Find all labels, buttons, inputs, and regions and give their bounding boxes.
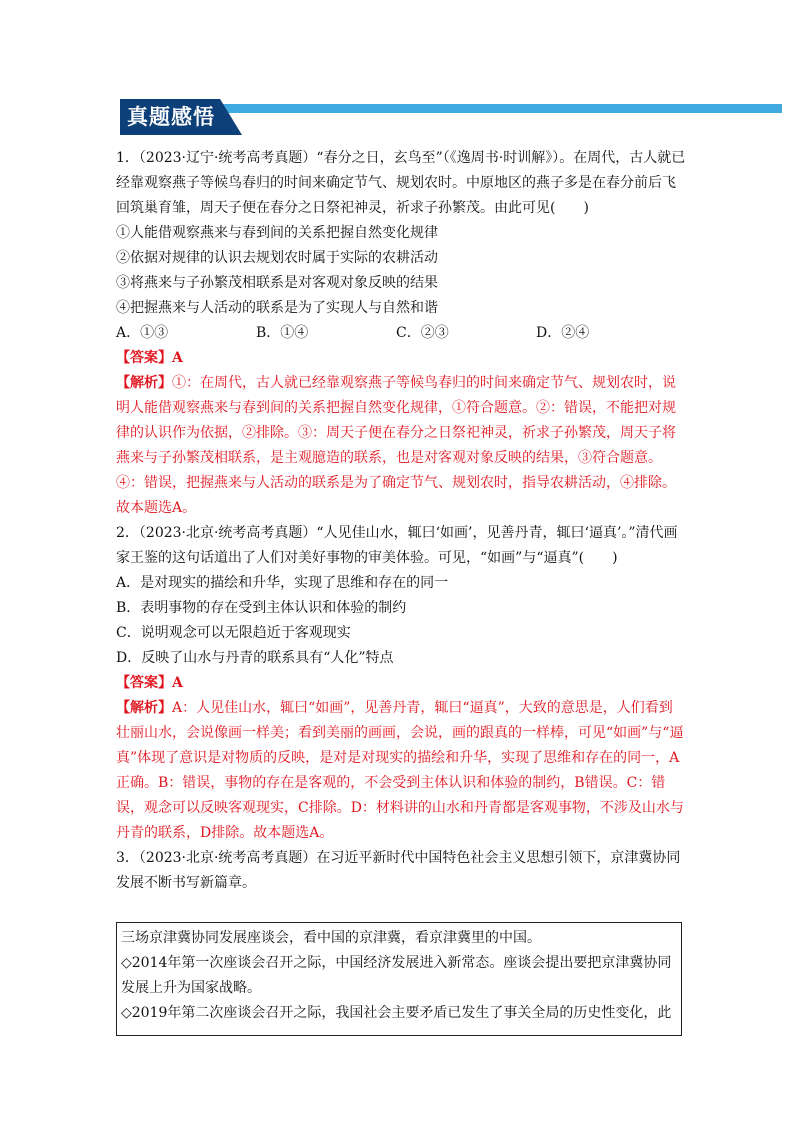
q1-statement-1: ①人能借观察燕来与春到间的关系把握自然变化规律 <box>116 225 438 241</box>
q2-option-c: C．说明观念可以无限趋近于客观现实 <box>116 625 351 641</box>
q2-analysis <box>116 696 686 846</box>
q2-option-a: A．是对现实的描绘和升华，实现了思维和存在的同一 <box>116 575 449 591</box>
q2-option-d: D．反映了山水与丹青的联系具有“人化”特点 <box>116 650 394 666</box>
question-content <box>116 146 686 896</box>
q1-analysis <box>116 371 686 521</box>
q2-answer-label: 【答案】 <box>116 675 172 691</box>
q3-material-line-1: 三场京津冀协同发展座谈会，看中国的京津冀，看京津冀里的中国。 <box>121 930 541 946</box>
question-1-stem: 1．（2023·辽宁·统考高考真题）“春分之日，玄鸟至”（《逸周书·时训解》）。在周代，古人就已经靠观察燕子等候鸟春归的时间来确定节气、规划农时。中原地区的燕子多是在春分前后飞回筑巢育雏，周天子便在春分之日祭祀神灵，祈求子孙繁茂。由此可见( ) <box>116 150 686 216</box>
q2-option-b: B．表明事物的存在受到主体认识和体验的制约 <box>116 600 407 616</box>
q1-choice-c: C．②③ <box>396 325 449 341</box>
q1-choice-a: A．①③ <box>116 325 169 341</box>
q1-answer-label: 【答案】 <box>116 350 172 366</box>
q2-answer <box>116 671 686 696</box>
q2-answer-value: A <box>172 675 183 691</box>
q1-statement-2: ②依据对规律的认识去规划农时属于实际的农耕活动 <box>116 250 438 266</box>
q1-choices <box>116 321 686 346</box>
q1-statement-3: ③将燕来与子孙繁茂相联系是对客观对象反映的结果 <box>116 275 438 291</box>
section-title: 真题感悟 <box>127 105 215 129</box>
q1-statement-4: ④把握燕来与人活动的联系是为了实现人与自然和谐 <box>116 300 438 316</box>
q1-choice-d: D．②④ <box>536 325 590 341</box>
question-2-stem: 2．（2023·北京·统考高考真题）“人见佳山水，辄曰‘如画’，见善丹青，辄曰‘逼真’。”清代画家王鉴的这句话道出了人们对美好事物的审美体验。可见，“如画”与“逼真”( ) <box>116 525 678 566</box>
q3-material-line-2: ◇2014年第一次座谈会召开之际，中国经济发展进入新常态。座谈会提出要把京津冀协同发展上升为国家战略。 <box>121 955 672 996</box>
q1-choice-b: B．①④ <box>256 325 309 341</box>
q1-analysis-text: ①：在周代，古人就已经靠观察燕子等候鸟春归的时间来确定节气、规划农时，说明人能借观察燕来与春到间的关系把握自然变化规律，①符合题意。②：错误，不能把对规律的认识作为依据，②排除。③：周天子便在春分之日祭祀神灵，祈求子孙繁茂，周天子将燕来与子孙繁茂相联系，是主观臆造的联系，也是对客观对象反映的结果，③符合题意。④：错误，把握燕来与人活动的联系是为了确定节气、规划农时，指导农耕活动，④排除。故本题选A。 <box>116 375 676 516</box>
q2-analysis-label: 【解析】 <box>116 700 172 716</box>
q1-answer-value: A <box>172 350 183 366</box>
q3-material-box <box>116 922 682 1036</box>
q1-analysis-label: 【解析】 <box>116 375 172 391</box>
q3-material-line-3: ◇2019年第二次座谈会召开之际，我国社会主要矛盾已发生了事关全局的历史性变化，此 <box>121 1005 672 1021</box>
question-3-stem: 3．（2023·北京·统考高考真题）在习近平新时代中国特色社会主义思想引领下，京津冀协同发展不断书写新篇章。 <box>116 850 681 891</box>
q1-answer <box>116 346 686 371</box>
q2-analysis-text: A：人见佳山水，辄曰“如画”，见善丹青，辄曰“逼真”，大致的意思是，人们看到壮丽山水，会说像画一样美；看到美丽的画画，会说，画的跟真的一样棒，可见“如画”与“逼真”体现了意识是对物质的反映，是对是对现实的描绘和升华，实现了思维和存在的同一，A正确。B：错误，事物的存在是客观的，不会受到主体认识和体验的制约，B错误。C：错误，观念可以反映客观现实，C排除。D：材料讲的山水和丹青都是客观事物，不涉及山水与丹青的联系，D排除。故本题选A。 <box>116 700 684 841</box>
